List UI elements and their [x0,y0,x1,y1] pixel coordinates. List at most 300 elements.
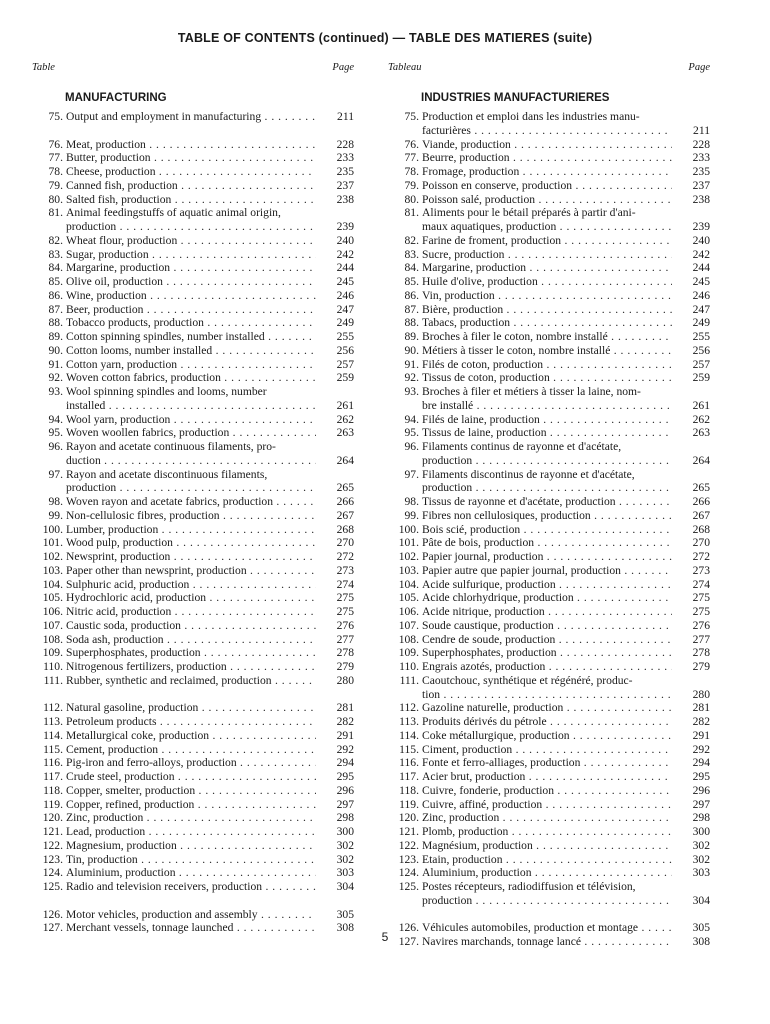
entry-title-text: Nitric acid, production [66,605,172,618]
entry-title [422,798,672,812]
entry-title [422,701,672,715]
entry-number: 119. [43,797,63,811]
entry-title [422,839,672,853]
entry-number: 85. [48,275,63,288]
french-column-header [384,62,710,76]
entry-title-text: Vin, production [422,288,495,302]
entry-page: 264 [692,453,710,467]
entry-title-text: Woven rayon and acetate fabrics, production [66,495,274,508]
entry-page: 275 [336,605,354,618]
entry-title-text: Pig-iron and ferro-alloys, production [66,756,237,770]
page-label: Page [332,62,354,73]
entry-number: 123. [398,852,419,866]
entry-page: 274 [692,577,710,591]
entry-number: 124. [42,866,63,880]
entry-title [66,330,316,344]
toc-entry [384,756,710,770]
entry-title-text: Tissus de laine, production [422,426,547,440]
entry-title [66,880,316,894]
entry-title [422,660,672,674]
entry-title [66,165,316,179]
entry-title-text: Paper other than newsprint, production [66,563,247,577]
toc-entry [384,234,710,248]
entry-page: 245 [336,275,354,288]
entry-page: 276 [692,618,710,632]
toc-entry [384,633,710,647]
entry-title [66,701,316,715]
entry-page: 256 [692,343,710,357]
entry-title-text: Merchant vessels, tonnage launched [66,921,234,935]
toc-entry [28,853,354,867]
entry-page: 268 [692,522,710,536]
entry-title [422,550,672,564]
entry-number: 98. [48,495,63,508]
entry-title-text: Aluminium, production [66,866,176,880]
entry-title [66,440,316,454]
entry-number: 99. [404,508,419,522]
entry-title-text: Métiers à tisser le coton, nombre installé [422,343,611,357]
entry-number: 88. [404,316,419,330]
entry-page: 273 [336,563,354,577]
toc-entry [28,633,354,647]
toc-entry [28,344,354,358]
entry-number: 120. [42,811,63,825]
entry-page: 308 [692,935,710,948]
entry-page: 235 [692,165,710,178]
toc-entry [384,385,710,413]
entry-title [422,151,672,165]
entry-title [66,660,316,674]
entry-number: 76. [48,137,63,151]
entry-title-continuation [66,454,316,468]
entry-title-text: Acide chlorhydrique, production [422,591,574,605]
entry-page: 275 [692,591,710,605]
toc-entry [384,468,710,496]
entry-title [422,536,672,550]
toc-entry [384,536,710,550]
entry-page: 261 [692,398,710,412]
entry-page: 249 [336,316,354,330]
entry-number: 120. [398,811,419,825]
entry-page: 237 [336,178,354,192]
entry-page: 275 [336,591,354,605]
entry-number: 80. [404,192,419,206]
page-title: TABLE OF CONTENTS (continued) — TABLE DES MATIERES (suite) [177,31,593,45]
entry-title [422,344,672,358]
entry-title [422,619,672,633]
entry-title-text: Papier autre que papier journal, production [422,563,621,577]
toc-entry [28,261,354,275]
entry-title-text: Sucre, production [422,247,505,261]
entry-title-continuation [66,481,316,495]
entry-page: 261 [336,398,354,412]
entry-title [422,578,672,592]
entry-page: 249 [692,316,710,330]
entry-page: 255 [336,330,354,343]
toc-entry [384,289,710,303]
toc-entry [384,358,710,372]
toc-entry [384,206,710,234]
entry-page: 295 [692,770,710,783]
entry-number: 108. [398,632,419,646]
toc-entry [384,715,710,729]
entry-number: 82. [48,233,63,247]
entry-title [66,289,316,303]
entry-title-text: Zinc, production [422,811,500,825]
toc-entry [28,151,354,165]
entry-title [66,138,316,152]
toc-entry [384,770,710,784]
entry-title-text: Magnésium, production [422,838,533,852]
entry-title [66,234,316,248]
toc-entry [384,729,710,743]
entry-title [66,179,316,193]
entry-page: 304 [336,880,354,893]
entry-page: 297 [336,797,354,811]
toc-entry [28,770,354,784]
entry-page: 257 [692,357,710,371]
entry-title [422,426,672,440]
entry-title-text: Non-cellulosic fibres, production [66,508,220,522]
entry-title-text: Gazoline naturelle, production [422,701,564,715]
toc-entry [28,866,354,880]
entry-number: 93. [48,385,63,398]
entry-page: 275 [692,605,710,618]
entry-number: 115. [399,742,419,756]
toc-entry [384,316,710,330]
entry-title-text: Sugar, production [66,247,149,261]
entry-page: 247 [336,302,354,316]
entry-title [422,564,672,578]
toc-entry [28,330,354,344]
entry-title-text: Wood pulp, production [66,536,173,550]
entry-title-text: Magnesium, production [66,838,177,852]
entry-title-text: Nitrogenous fertilizers, production [66,660,227,673]
entry-title [66,536,316,550]
entry-title-text: Margarine, production [66,261,171,275]
entry-title [66,729,316,743]
toc-entry [28,660,354,674]
entry-number: 117. [43,770,63,783]
toc-entry [384,275,710,289]
toc-entry [384,344,710,358]
table-label: Table [32,62,55,73]
toc-entry [384,138,710,152]
entry-page: 233 [336,151,354,165]
entry-page: 237 [692,178,710,192]
entry-title-continuation-text: bre installé [422,398,474,412]
entry-title [422,853,672,867]
toc-entry [384,825,710,839]
entry-number: 90. [48,343,63,357]
section-heading: INDUSTRIES MANUFACTURIERES [421,92,610,104]
entry-title [422,110,672,124]
entry-title [422,509,672,523]
entry-title-text: Broches à filer le coton, nombre installé [422,330,608,343]
entry-title [66,110,316,124]
toc-entry [28,316,354,330]
entry-title [66,371,316,385]
entry-number: 92. [404,371,419,385]
entry-number: 84. [404,261,419,275]
entry-number: 117. [399,770,419,783]
entry-number: 109. [42,646,63,660]
entry-title-text: Margarine, production [422,261,527,275]
entry-title [66,151,316,165]
entry-title-continuation [422,454,672,468]
entry-title-text: Acier brut, production [422,770,526,783]
entry-number: 109. [398,646,419,660]
entry-page: 292 [692,742,710,756]
entry-title-continuation-text: production [422,453,473,467]
entry-title-text: Tabacs, production [422,316,511,330]
toc-entry [28,701,354,715]
entry-title-text: Sulphuric acid, production [66,577,190,591]
entry-title-text: Huile d'olive, production [422,275,538,288]
entry-page: 273 [692,563,710,577]
entry-number: 83. [404,247,419,261]
entry-title-text: Superphosphates, production [422,646,557,660]
entry-title [422,743,672,757]
entry-title-text: Production et emploi dans les industries manu- [422,110,640,123]
entry-page: 302 [692,852,710,866]
toc-entry [384,743,710,757]
entry-title [66,358,316,372]
entry-number: 90. [404,343,419,357]
toc-entry [28,784,354,798]
entry-title [66,591,316,605]
entry-title-text: Tissus de coton, production [422,371,550,385]
entry-title [422,303,672,317]
entry-title-text: Butter, production [66,151,151,165]
entry-page: 233 [692,151,710,165]
entry-page: 276 [336,618,354,632]
entry-title-text: Fromage, production [422,165,520,178]
entry-title-text: Viande, production [422,137,511,151]
toc-entry [384,261,710,275]
entry-title-text: Caoutchouc, synthétique et régénéré, produc- [422,673,633,687]
toc-entry [28,715,354,729]
entry-title-text: Cuivre, fonderie, production [422,783,555,797]
entry-title-continuation [422,220,672,234]
entry-title [422,633,672,647]
section-heading: MANUFACTURING [65,92,167,104]
entry-title [66,344,316,358]
entry-title-text: Hydrochloric acid, production [66,591,207,605]
entry-title-continuation [66,399,316,413]
toc-entry [28,206,354,234]
entry-page: 242 [692,247,710,261]
toc-entry [28,536,354,550]
entry-title-text: Wool yarn, production [66,412,171,426]
entry-title-text: Lumber, production [66,522,159,536]
entry-number: 77. [48,151,63,165]
entry-number: 75. [48,110,63,123]
toc-entry [28,908,354,922]
entry-title-text: Wool spinning spindles and looms, number [66,385,267,398]
entry-number: 103. [42,563,63,577]
entry-title-text: Woven cotton fabrics, production [66,371,221,385]
entry-title [66,633,316,647]
entry-title [66,674,316,688]
entry-page: 302 [692,838,710,852]
toc-entry [384,811,710,825]
entry-page: 272 [336,550,354,563]
entry-number: 118. [399,783,419,797]
entry-title [66,770,316,784]
entry-title-continuation-text: production [422,893,473,907]
entry-number: 99. [48,508,63,522]
entry-number: 111. [399,673,419,687]
french-column [384,62,710,949]
entry-page: 246 [692,288,710,302]
entry-title [66,784,316,798]
entry-title-continuation-text: production [66,220,117,233]
toc-entry [384,179,710,193]
entry-number: 127. [398,935,419,948]
entry-page: 298 [336,811,354,825]
entry-number: 106. [42,605,63,618]
entry-title-text: Radio and television receivers, production [66,880,263,893]
toc-entry [28,303,354,317]
entry-title-text: Poisson en conserve, production [422,178,573,192]
entry-page: 302 [336,838,354,852]
entry-title-text: Cheese, production [66,165,156,178]
entry-number: 76. [404,137,419,151]
toc-entry [28,358,354,372]
entry-number: 96. [48,440,63,453]
entry-title-text: Cuivre, affiné, production [422,797,543,811]
entry-title [66,413,316,427]
entry-title-text: Acide sulfurique, production [422,577,556,591]
entry-title [422,206,672,220]
entry-title [422,330,672,344]
entry-title-continuation [422,124,672,138]
entry-title [422,825,672,839]
entry-number: 95. [48,426,63,440]
entry-page: 282 [692,715,710,728]
entry-page: 291 [336,728,354,742]
entry-title-text: Postes récepteurs, radiodiffusion et télévision, [422,880,636,893]
toc-entry [384,330,710,344]
entry-title-text: Woven woollen fabrics, production [66,426,230,440]
toc-entry [28,138,354,152]
entry-number: 110. [399,660,419,673]
entry-page: 267 [692,508,710,522]
toc-entry [384,110,710,138]
entry-title [422,261,672,275]
toc-entry [28,509,354,523]
entry-number: 88. [48,316,63,330]
entry-title-text: Filés de laine, production [422,412,540,426]
entry-title-text: Soude caustique, production [422,618,554,632]
entry-title [66,509,316,523]
entry-page: 239 [692,220,710,233]
entry-title [66,605,316,619]
entry-page: 295 [336,770,354,783]
entry-page: 238 [692,192,710,206]
toc-entry [384,784,710,798]
entry-page: 304 [692,893,710,907]
entry-page: 303 [692,866,710,880]
toc-entry [28,578,354,592]
entry-page: 266 [336,495,354,508]
entry-number: 107. [398,618,419,632]
toc-entry [28,674,354,688]
entry-title-continuation [422,688,672,702]
entry-title-text: Papier journal, production [422,550,544,563]
entry-number: 105. [398,591,419,605]
entry-title-text: Farine de froment, production [422,233,562,247]
entry-title-continuation-text: facturières [422,123,471,137]
entry-number: 116. [399,756,419,770]
entry-page: 239 [336,220,354,233]
entry-page: 277 [336,632,354,646]
entry-page: 294 [336,756,354,770]
entry-title-text: Tobacco products, production [66,316,204,330]
entry-title [66,316,316,330]
entry-title-text: Engrais azotés, production [422,660,546,673]
toc-entry [384,193,710,207]
entry-page: 266 [692,495,710,508]
entry-title-continuation [66,220,316,234]
entry-title [422,413,672,427]
entry-page: 265 [692,481,710,495]
toc-entry [28,385,354,413]
entry-title [422,756,672,770]
entry-title [422,646,672,660]
entry-title-text: Coke métallurgique, production [422,728,570,742]
entry-page: 281 [692,701,710,715]
entry-number: 80. [48,192,63,206]
entry-title [422,715,672,729]
entry-title [422,880,672,894]
entry-page: 268 [336,522,354,536]
entry-page: 240 [336,233,354,247]
entry-title [422,385,672,399]
entry-number: 104. [398,577,419,591]
entry-page: 277 [692,632,710,646]
entry-title [66,619,316,633]
toc-entry [384,619,710,633]
entry-page: 270 [336,536,354,550]
entry-number: 84. [48,261,63,275]
toc-entry [28,880,354,894]
entry-page: 238 [336,192,354,206]
entry-title-text: Bois scié, production [422,522,521,536]
entry-title-continuation-text: duction [66,453,101,467]
entry-title-text: Soda ash, production [66,632,164,646]
entry-title-text: Pâte de bois, production [422,536,535,550]
entry-number: 78. [48,165,63,178]
page-number: 5 [381,930,389,944]
entry-page: 281 [336,701,354,715]
entry-number: 116. [43,756,63,770]
page-label: Page [688,62,710,73]
entry-page: 300 [336,825,354,838]
toc-entry [28,605,354,619]
toc-entry [28,798,354,812]
entry-title [66,866,316,880]
entry-page: 278 [336,646,354,660]
entry-page: 302 [336,852,354,866]
entry-title-continuation-text: tion [422,687,441,701]
entry-title [422,591,672,605]
entry-number: 107. [42,618,63,632]
entry-number: 92. [48,371,63,385]
toc-entry [384,523,710,537]
toc-entry [384,371,710,385]
